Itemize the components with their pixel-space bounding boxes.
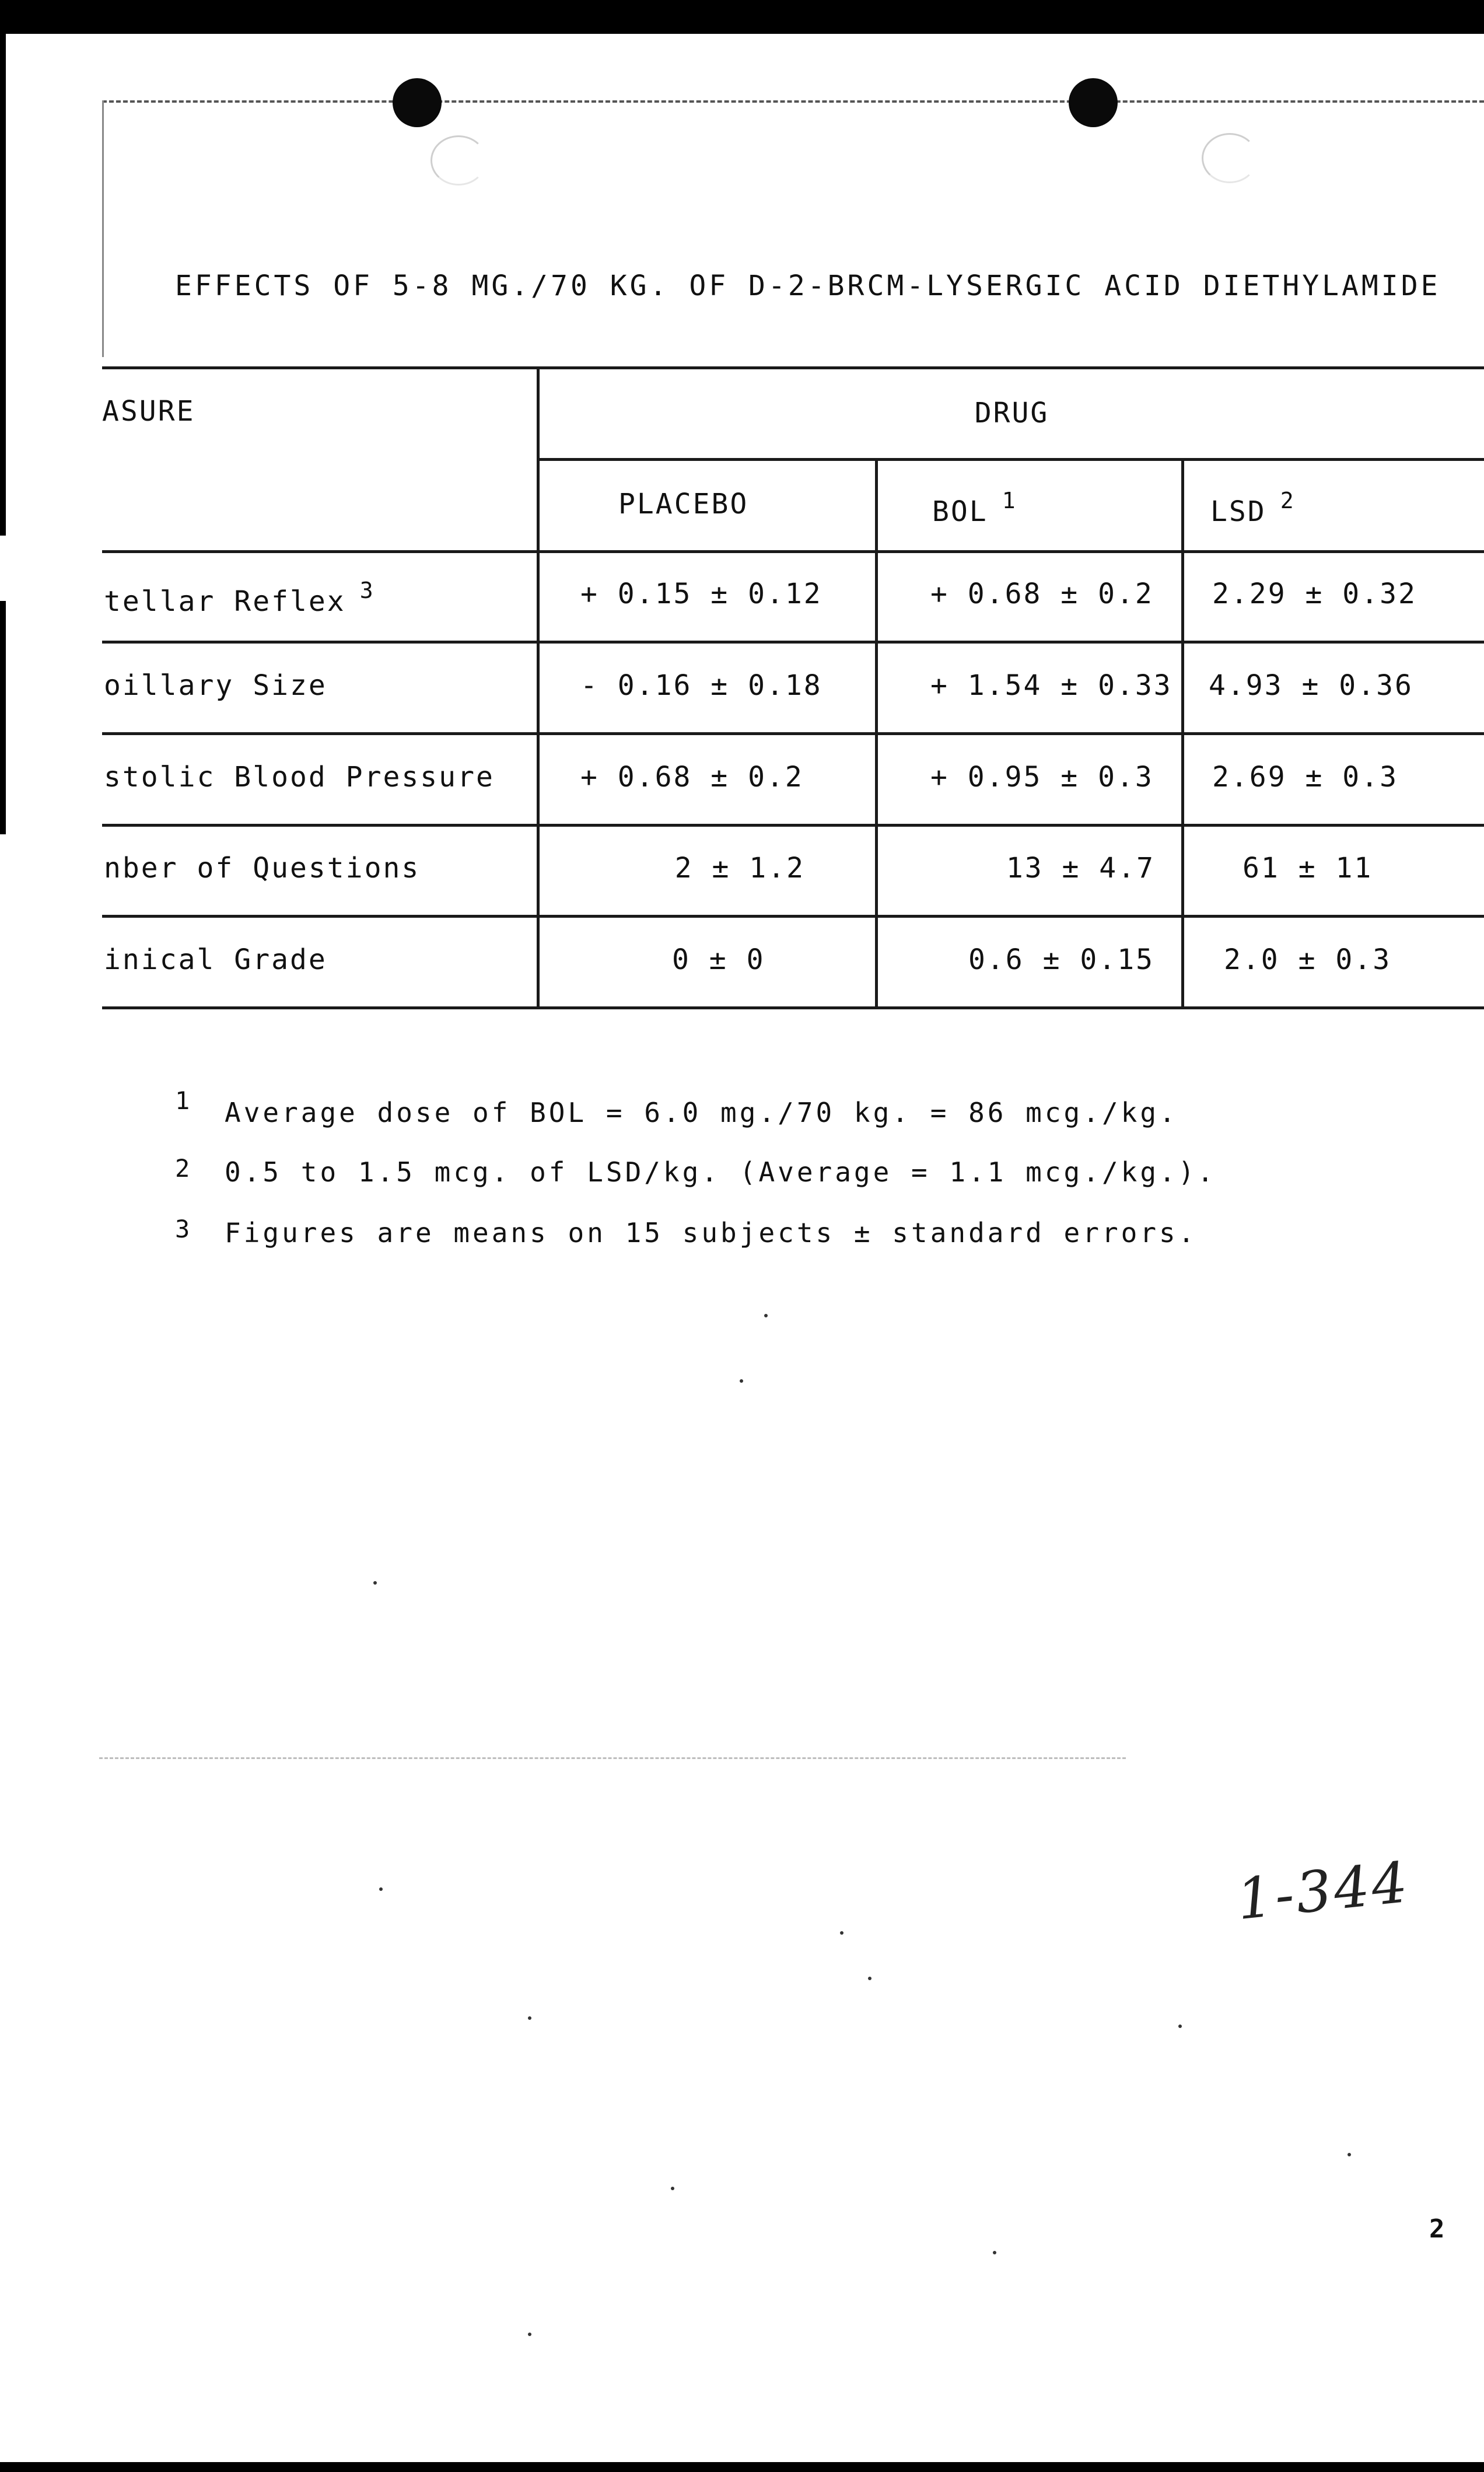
column-header-label: BOL xyxy=(932,495,988,528)
table-cell-bol: 0.6 ± 0.15 xyxy=(968,943,1154,976)
column-divider-measure xyxy=(537,366,540,1008)
document-title: EFFECTS OF 5-8 MG./70 KG. OF D-2-BRCM-LYSERGIC ACID DIETHYLAMIDE xyxy=(175,270,1441,302)
scan-speck xyxy=(1178,2025,1182,2028)
scan-speck xyxy=(528,2016,531,2020)
row-rule xyxy=(102,732,1484,735)
measure-label: tellar Reflex xyxy=(104,585,346,618)
scan-speck xyxy=(840,1931,844,1935)
table-bottom-rule xyxy=(102,1006,1484,1009)
scan-speck xyxy=(1348,2153,1351,2156)
footnote-marker: 1 xyxy=(175,1086,190,1115)
measure-label: stolic Blood Pressure xyxy=(104,761,495,793)
footnote-text: Figures are means on 15 subjects ± standard errors. xyxy=(225,1217,1198,1249)
footnote-reference: 1 xyxy=(1002,488,1017,513)
table-cell-lsd: 61 ± 11 xyxy=(1242,852,1373,884)
column-header-label: LSD xyxy=(1210,495,1266,528)
margin-mark: 2 xyxy=(1429,2214,1445,2244)
row-rule xyxy=(102,824,1484,827)
table-cell-bol: + 1.54 ± 0.33 xyxy=(930,669,1172,702)
drug-subheader-rule xyxy=(540,458,1484,461)
table-cell-lsd: 2.29 ± 0.32 xyxy=(1212,578,1417,610)
punch-hole-left xyxy=(393,78,442,127)
measure-label: oillary Size xyxy=(104,669,327,702)
punch-ring-right xyxy=(1202,133,1258,183)
table-cell-placebo: 2 ± 1.2 xyxy=(674,852,805,884)
footnote-reference: 3 xyxy=(359,578,375,603)
footnote-text: Average dose of BOL = 6.0 mg./70 kg. = 86 mcg./kg. xyxy=(225,1097,1178,1128)
table-cell-lsd: 4.93 ± 0.36 xyxy=(1209,669,1413,702)
footnote-reference: 2 xyxy=(1280,488,1296,513)
footnote-marker: 3 xyxy=(175,1215,190,1243)
header-bottom-rule xyxy=(102,550,1484,553)
table-cell-placebo: + 0.68 ± 0.2 xyxy=(580,761,804,793)
footnote-marker: 2 xyxy=(175,1154,190,1183)
scan-speck xyxy=(528,2333,531,2336)
footnote-text: 0.5 to 1.5 mcg. of LSD/kg. (Average = 1.1 mcg./kg.). xyxy=(225,1156,1217,1188)
faint-scan-rule xyxy=(99,1757,1126,1759)
table-cell-lsd: 2.0 ± 0.3 xyxy=(1224,943,1392,976)
table-row-measure xyxy=(104,852,420,884)
handwritten-page-number: 1-344 xyxy=(1233,1849,1413,1933)
row-rule xyxy=(102,915,1484,918)
column-header-label: PLACEBO xyxy=(618,488,749,520)
table-cell-bol: 13 ± 4.7 xyxy=(1006,852,1155,884)
table-row-measure xyxy=(104,669,327,702)
column-header-placebo xyxy=(618,488,748,520)
table-cell-placebo: + 0.15 ± 0.12 xyxy=(580,578,822,610)
scan-left-edge-lower xyxy=(0,601,6,834)
table-top-rule xyxy=(102,366,1484,369)
measure-label: inical Grade xyxy=(104,943,327,976)
scan-speck xyxy=(671,2187,674,2190)
scan-left-edge xyxy=(0,34,6,536)
column-divider-placebo xyxy=(875,458,878,1008)
drug-column-header: DRUG xyxy=(974,397,1049,429)
table-cell-placebo: 0 ± 0 xyxy=(672,943,765,976)
scan-speck xyxy=(740,1379,743,1383)
measure-column-header: ASURE xyxy=(102,395,195,428)
scan-speck xyxy=(379,1887,383,1891)
table-cell-bol: + 0.68 ± 0.2 xyxy=(930,578,1154,610)
table-row-measure xyxy=(104,578,375,618)
scan-top-border xyxy=(0,0,1484,34)
column-divider-bol xyxy=(1181,458,1184,1008)
punch-ring-left xyxy=(430,135,487,186)
header-frame-line xyxy=(102,100,104,357)
table-row-measure xyxy=(104,943,327,976)
table-cell-bol: + 0.95 ± 0.3 xyxy=(930,761,1154,793)
scan-speck xyxy=(993,2251,996,2254)
table-row-measure xyxy=(104,761,495,793)
table-cell-lsd: 2.69 ± 0.3 xyxy=(1212,761,1398,793)
table-cell-placebo: - 0.16 ± 0.18 xyxy=(580,669,822,702)
scan-bottom-border xyxy=(0,2462,1484,2472)
row-rule xyxy=(102,641,1484,644)
measure-label: nber of Questions xyxy=(104,852,421,884)
scan-speck xyxy=(373,1581,377,1585)
column-header-lsd xyxy=(1210,488,1296,528)
column-header-bol xyxy=(932,488,1017,528)
scan-speck xyxy=(764,1314,768,1317)
perforation-rule xyxy=(102,100,1484,103)
scan-speck xyxy=(868,1977,872,1980)
punch-hole-right xyxy=(1069,78,1118,127)
